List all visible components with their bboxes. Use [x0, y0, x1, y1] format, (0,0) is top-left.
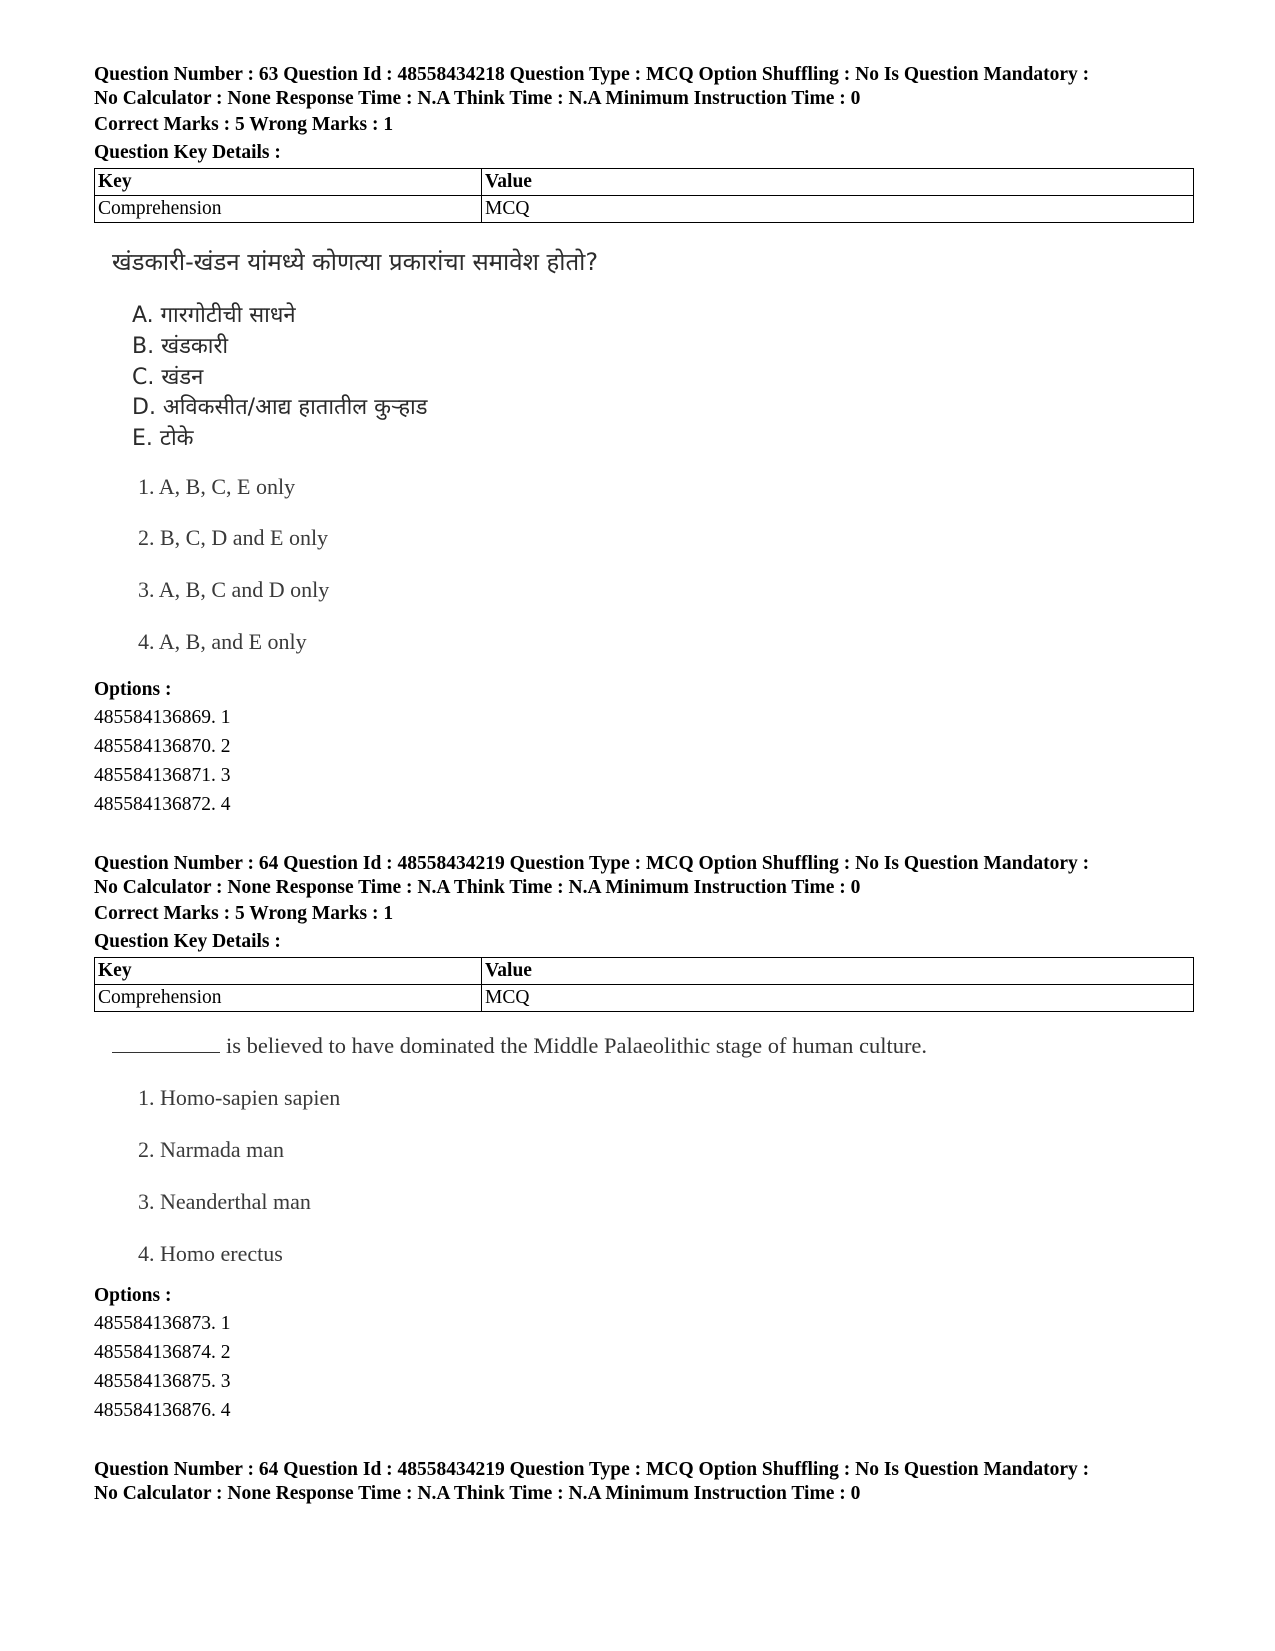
question-meta-line1: Question Number : 64 Question Id : 48558434219 Question Type : MCQ Option Shuffling : No Is Question Mandatory : [94, 853, 1090, 874]
question-63-choice: 3. A, B, C and D only [138, 577, 330, 602]
question-meta-line2: No Calculator : None Response Time : N.A Think Time : N.A Minimum Instruction Time : 0 [94, 877, 861, 898]
table-header-value: Value [482, 169, 1194, 196]
question-63-item: C. खंडन [132, 365, 204, 390]
fill-in-blank [112, 1034, 220, 1053]
question-meta-line2: No Calculator : None Response Time : N.A Think Time : N.A Minimum Instruction Time : 0 [94, 1483, 861, 1504]
question-63-item: A. गारगोटीची साधने [132, 303, 296, 328]
question-64-choice: 4. Homo erectus [138, 1241, 283, 1266]
question-63-choice: 4. A, B, and E only [138, 629, 307, 654]
option-item: 485584136872. 4 [94, 794, 231, 815]
question-64-choice: 2. Narmada man [138, 1137, 284, 1162]
question-64-repeat-header [94, 1458, 1194, 1506]
question-marks: Correct Marks : 5 Wrong Marks : 1 [94, 903, 394, 924]
question-meta-line1: Question Number : 64 Question Id : 48558434219 Question Type : MCQ Option Shuffling : No Is Question Mandatory : [94, 1459, 1090, 1480]
option-item: 485584136871. 3 [94, 765, 231, 786]
question-63-text: खंडकारी-खंडन यांमध्ये कोणत्या प्रकारांचा समावेश होतो? [112, 248, 599, 276]
question-64-text [112, 1033, 1172, 1059]
question-64-header [94, 852, 1194, 900]
question-key-details-label: Question Key Details : [94, 931, 281, 952]
option-item: 485584136869. 1 [94, 707, 231, 728]
table-header-key: Key [95, 958, 482, 985]
table-header-key: Key [95, 169, 482, 196]
question-key-details-label: Question Key Details : [94, 142, 281, 163]
question-meta-line1: Question Number : 63 Question Id : 48558434218 Question Type : MCQ Option Shuffling : No Is Question Mandatory : [94, 64, 1090, 85]
options-list [94, 1309, 1194, 1425]
table-cell-key: Comprehension [95, 196, 482, 223]
table-header-value: Value [482, 958, 1194, 985]
option-item: 485584136874. 2 [94, 1342, 231, 1363]
question-meta-line2: No Calculator : None Response Time : N.A Think Time : N.A Minimum Instruction Time : 0 [94, 88, 861, 109]
question-key-table [94, 168, 1194, 223]
question-64-choice: 3. Neanderthal man [138, 1189, 311, 1214]
question-63-item: D. अविकसीत/आद्य हातातील कुऱ्हाड [132, 395, 428, 420]
table-cell-value: MCQ [482, 196, 1194, 223]
table-cell-key: Comprehension [95, 985, 482, 1012]
question-64-sentence: is believed to have dominated the Middle Palaeolithic stage of human culture. [226, 1033, 928, 1058]
table-cell-value: MCQ [482, 985, 1194, 1012]
options-label: Options : [94, 679, 172, 700]
question-63-choice: 1. A, B, C, E only [138, 474, 296, 499]
question-63-choice: 2. B, C, D and E only [138, 525, 329, 550]
question-key-table [94, 957, 1194, 1012]
option-item: 485584136876. 4 [94, 1400, 231, 1421]
question-63-item: E. टोके [132, 426, 194, 451]
options-label: Options : [94, 1285, 172, 1306]
option-item: 485584136873. 1 [94, 1313, 231, 1334]
question-64-choice: 1. Homo-sapien sapien [138, 1085, 341, 1110]
question-marks: Correct Marks : 5 Wrong Marks : 1 [94, 114, 394, 135]
question-63-item: B. खंडकारी [132, 334, 229, 359]
question-63-header [94, 63, 1194, 111]
option-item: 485584136875. 3 [94, 1371, 231, 1392]
option-item: 485584136870. 2 [94, 736, 231, 757]
options-list [94, 703, 1194, 819]
